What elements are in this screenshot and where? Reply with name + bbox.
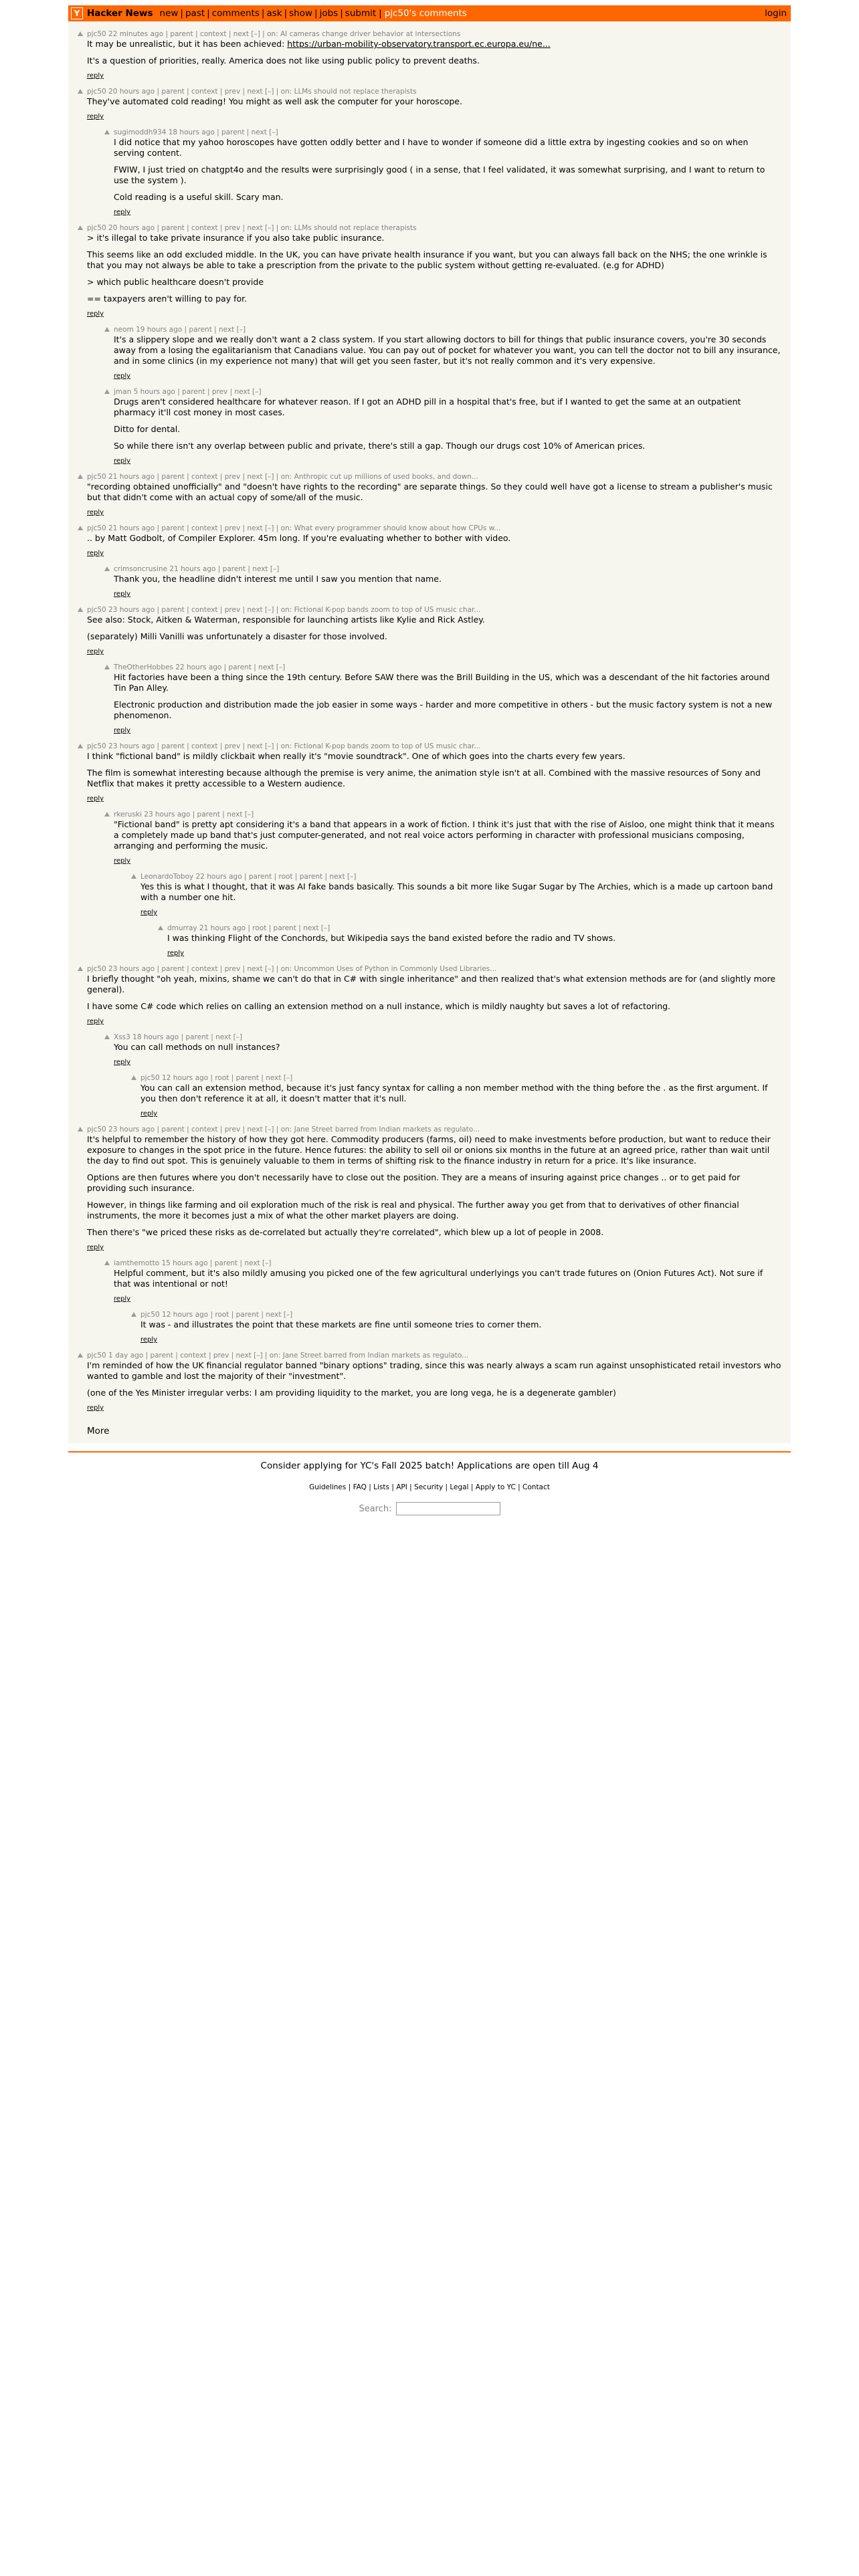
- comment-meta[interactable]: rkeruski 23 hours ago | parent | next [–]: [114, 811, 254, 819]
- upvote-arrow-icon[interactable]: [104, 566, 110, 571]
- more-link[interactable]: More: [87, 1426, 110, 1436]
- reply-link[interactable]: reply: [87, 550, 104, 557]
- comment-text: You can call an extension method, because it's just fancy syntax for calling a non member method with the thing before the . as the first argument. If you then don't reference it at all, it doesn't matter that it's null.: [140, 1083, 768, 1103]
- comment-meta[interactable]: iamthemotto 15 hours ago | parent | next [–]: [114, 1259, 272, 1267]
- comment-text: However, in things like farming and oil exploration much of the risk is real and physical. The further away you get from that to derivatives of other financial instruments, the more it becomes just a mix of what the other market players are doing.: [87, 1200, 739, 1220]
- reply-link[interactable]: reply: [114, 857, 131, 865]
- reply-link[interactable]: reply: [87, 1018, 104, 1025]
- footer: [68, 1451, 791, 1515]
- comment: [68, 742, 791, 804]
- comment-meta[interactable]: pjc50 22 minutes ago | parent | context | next [–] | on: AI cameras change driver behavior at intersections: [87, 30, 461, 38]
- comment-meta[interactable]: TheOtherHobbes 22 hours ago | parent | next [–]: [114, 663, 286, 671]
- comment-text: It may be unrealistic, but it has been achieved: https://urban-mobility-observatory.transport.ec.europa.eu/ne...: [87, 39, 551, 49]
- comment: [68, 29, 791, 82]
- comment: [68, 872, 791, 918]
- footer-link[interactable]: Security: [414, 1483, 444, 1491]
- comment: [68, 87, 791, 122]
- nav-jobs-link[interactable]: jobs: [319, 8, 339, 19]
- comment-text: Thank you, the headline didn't interest me until I saw you mention that name.: [114, 574, 442, 584]
- nav-separator: |: [314, 8, 318, 19]
- comment-text: I'm reminded of how the UK financial regulator banned "binary options" trading, since this was nearly always a scam run against unsophisticated retail investors who wanted to gamble and lost the majority of their "investment".: [87, 1360, 781, 1381]
- comment-text: This seems like an odd excluded middle. In the UK, you can have private health insurance if you want, but you can always fall back on the NHS; the one wrinkle is that you may not always be able to take a prescription from the private to the public system without getting re-evaluated. (e.g for ADHD): [87, 249, 767, 270]
- comment-text: I was thinking Flight of the Conchords, but Wikipedia says the band existed before the radio and TV shows.: [167, 933, 616, 943]
- upvote-arrow-icon[interactable]: [78, 966, 83, 971]
- upvote-arrow-icon[interactable]: [78, 1353, 83, 1358]
- upvote-arrow-icon[interactable]: [78, 474, 83, 479]
- comment: [68, 1125, 791, 1253]
- comment-text: > it's illegal to take private insurance if you also take public insurance.: [87, 233, 385, 243]
- comment-meta[interactable]: pjc50 21 hours ago | parent | context | prev | next [–] | on: What every programmer should know about how CPUs w...: [87, 524, 501, 532]
- comment-text: It's a slippery slope and we really don't want a 2 class system. If you start allowing doctors to bill for things that public insurance covers, you're 30 seconds away from a losing the egalitarianism that Canadians value. You can pay out of pocket for whatever you want, you can tell the doctor not to bill any insurance, and in some clinics (in my experience not many) that will get you seen faster, but it's not really common and it's very expensive.: [114, 334, 781, 366]
- comment: [68, 325, 791, 382]
- comment-meta[interactable]: pjc50 23 hours ago | parent | context | prev | next [–] | on: Uncommon Uses of Python in Commonly Used Libraries...: [87, 965, 497, 973]
- comment-meta[interactable]: pjc50 12 hours ago | root | parent | next [–]: [140, 1311, 293, 1319]
- y-logo-icon[interactable]: Y: [71, 7, 83, 19]
- comment-text: Yes this is what I thought, that it was AI fake bands basically. This sounds a bit more like Sugar Sugar by The Archies, which is a made up cartoon band with a number one hit.: [140, 881, 773, 902]
- comment-meta[interactable]: crimsoncrusine 21 hours ago | parent | next [–]: [114, 565, 280, 573]
- reply-link[interactable]: reply: [114, 209, 131, 216]
- comment-text: Then there's "we priced these risks as de-correlated but actually they're correlated", which blew up a lot of people in 2008.: [87, 1227, 604, 1237]
- comment-text: I did notice that my yahoo horoscopes have gotten oddly better and I have to wonder if someone did a little extra by ingesting cookies and so on when serving content.: [114, 137, 749, 158]
- search-input[interactable]: [396, 1502, 500, 1515]
- comment: [68, 964, 791, 1027]
- nav-separator: |: [261, 8, 265, 19]
- comment-text: (separately) Milli Vanilli was unfortunately a disaster for those involved.: [87, 631, 387, 641]
- nav-ask-link[interactable]: ask: [266, 8, 282, 19]
- yc-announcement-link[interactable]: Consider applying for YC's Fall 2025 batch! Applications are open till Aug 4: [260, 1461, 599, 1471]
- comment-text: They've automated cold reading! You might as well ask the computer for your horoscope.: [87, 96, 462, 106]
- upvote-arrow-icon[interactable]: [104, 1035, 110, 1039]
- nav-submit-link[interactable]: submit: [345, 8, 377, 19]
- comment: [68, 1033, 791, 1068]
- comment-meta[interactable]: jman 5 hours ago | parent | prev | next [–]: [114, 388, 262, 396]
- reply-link[interactable]: reply: [87, 1404, 104, 1412]
- comment-meta[interactable]: pjc50 23 hours ago | parent | context | prev | next [–] | on: Fictional K-pop bands zoom to top of US music char...: [87, 606, 481, 614]
- comment: [68, 1259, 791, 1305]
- upvote-arrow-icon[interactable]: [131, 874, 136, 879]
- upvote-arrow-icon[interactable]: [78, 225, 83, 230]
- comment-text: Helpful comment, but it's also mildly amusing you picked one of the few agricultural underlyings you can't trade futures on (Onion Futures Act). Not sure if that was intentional or not!: [114, 1268, 763, 1289]
- reply-link[interactable]: reply: [114, 1295, 131, 1303]
- comment-meta[interactable]: pjc50 1 day ago | parent | context | prev | next [–] | on: Jane Street barred from Indian markets as regulato...: [87, 1352, 469, 1360]
- upvote-arrow-icon[interactable]: [104, 812, 110, 817]
- reply-link[interactable]: reply: [87, 509, 104, 516]
- reply-link[interactable]: reply: [114, 591, 131, 598]
- comment-meta[interactable]: pjc50 20 hours ago | parent | context | prev | next [–] | on: LLMs should not replace therapists: [87, 88, 417, 96]
- footer-link[interactable]: FAQ: [353, 1483, 367, 1491]
- nav-comments-link[interactable]: comments: [211, 8, 260, 19]
- comment-meta[interactable]: pjc50 12 hours ago | root | parent | next [–]: [140, 1074, 293, 1082]
- page: [68, 0, 791, 1515]
- upvote-arrow-icon[interactable]: [104, 1261, 110, 1265]
- comment-meta[interactable]: sugimoddh934 18 hours ago | parent | next [–]: [114, 128, 278, 136]
- footer-link[interactable]: Guidelines: [309, 1483, 347, 1491]
- comment-text: The film is somewhat interesting because although the premise is very anime, the animation style isn't at all. Combined with the massive resources of Sony and Netflix that makes it pretty accessible to a Western audience.: [87, 768, 761, 788]
- comment-text: .. by Matt Godbolt, of Compiler Explorer. 45m long. If you're evaluating whether to bother with video.: [87, 533, 511, 543]
- footer-separator: |: [389, 1483, 397, 1491]
- comment: [68, 128, 791, 218]
- comment: [68, 387, 791, 467]
- reply-link[interactable]: reply: [140, 1336, 158, 1344]
- footer-link[interactable]: Lists: [373, 1483, 389, 1491]
- nav-past-link[interactable]: past: [185, 8, 205, 19]
- comment-text: You can call methods on null instances?: [114, 1042, 280, 1052]
- upvote-arrow-icon[interactable]: [78, 89, 83, 94]
- reply-link[interactable]: reply: [87, 795, 104, 802]
- comment-meta[interactable]: neom 19 hours ago | parent | next [–]: [114, 326, 246, 334]
- nav-separator: |: [284, 8, 288, 19]
- reply-link[interactable]: reply: [87, 1244, 104, 1251]
- upvote-arrow-icon[interactable]: [104, 389, 110, 394]
- upvote-arrow-icon[interactable]: [104, 327, 110, 332]
- comment-link[interactable]: https://urban-mobility-observatory.transport.ec.europa.eu/ne...: [287, 39, 551, 49]
- upvote-arrow-icon[interactable]: [158, 926, 163, 930]
- comment-meta[interactable]: Xss3 18 hours ago | parent | next [–]: [114, 1033, 243, 1041]
- site-title[interactable]: Hacker News: [87, 8, 153, 19]
- comment: [68, 810, 791, 867]
- comment-meta[interactable]: pjc50 21 hours ago | parent | context | prev | next [–] | on: Anthropic cut up millions of used books, and down...: [87, 473, 478, 481]
- comment: [68, 605, 791, 657]
- footer-link[interactable]: API: [396, 1483, 407, 1491]
- upvote-arrow-icon[interactable]: [131, 1312, 136, 1317]
- nav-separator: |: [340, 8, 343, 19]
- comment: [68, 663, 791, 736]
- comment-meta[interactable]: LeonardoToboy 22 hours ago | parent | root | parent | next [–]: [140, 873, 357, 881]
- upvote-arrow-icon[interactable]: [78, 31, 83, 36]
- comment: [68, 472, 791, 518]
- reply-link[interactable]: reply: [87, 72, 104, 80]
- comment-text: FWIW, I just tried on chatgpt4o and the results were surprisingly good ( in a sense, that I feel validated, it was somewhat surprising, and I want to return to use the system ).: [114, 165, 765, 185]
- upvote-arrow-icon[interactable]: [78, 744, 83, 748]
- upvote-arrow-icon[interactable]: [78, 607, 83, 612]
- comment-text: == taxpayers aren't willing to pay for.: [87, 294, 248, 304]
- comment: [68, 223, 791, 320]
- comment-text: Electronic production and distribution made the job easier in some ways - harder and more competitive in others - but the music factory system is not a new phenomenon.: [114, 700, 773, 720]
- footer-separator: |: [515, 1483, 523, 1491]
- comment-text: (one of the Yes Minister irregular verbs: I am providing liquidity to the market, you are long vega, he is a degenerate gambler): [87, 1388, 616, 1398]
- comment-text: It's a question of priorities, really. America does not like using public policy to prevent deaths.: [87, 56, 480, 66]
- user-comments-label[interactable]: pjc50's comments: [384, 8, 467, 19]
- comment-text: Cold reading is a useful skill. Scary man.: [114, 192, 284, 202]
- upvote-arrow-icon[interactable]: [78, 526, 83, 530]
- upvote-arrow-icon[interactable]: [78, 1127, 83, 1132]
- comment: [68, 924, 791, 959]
- upvote-arrow-icon[interactable]: [104, 130, 110, 134]
- reply-link[interactable]: reply: [114, 727, 131, 734]
- comment: [68, 1310, 791, 1346]
- footer-links: [68, 1483, 791, 1491]
- comment-text: See also: Stock, Aitken & Waterman, responsible for launching artists like Kylie and Rick Astley.: [87, 615, 485, 625]
- comment-text: I have some C# code which relies on calling an extension method on a null instance, which is mildly naughty but saves a lot of refactoring.: [87, 1001, 671, 1011]
- comment-text: I think "fictional band" is mildly clickbait when really it's "movie soundtrack". One of which goes into the charts every few years.: [87, 751, 626, 761]
- comment-list: [68, 21, 791, 1443]
- comment: [68, 524, 791, 559]
- comment-text: Options are then futures where you don't necessarily have to close out the position. They are a means of insuring against price changes .. or to get paid for providing such insurance.: [87, 1172, 741, 1193]
- nav-separator: |: [207, 8, 210, 19]
- comment-text: It's helpful to remember the history of how they got here. Commodity producers (farms, oil) need to make investments before production, but want to reduce their exposure to changes in the spot price in the future. Hence futures: the ability to sell oil or onions six months in the future at an agreed price, rather than wait until the day to find out spot. This is genuinely valuable to them in terms of shifting risk to the finance industry in return for a price. It's like insurance.: [87, 1134, 771, 1166]
- footer-separator: |: [346, 1483, 353, 1491]
- comment-text: Hit factories have been a thing since the 19th century. Before SAW there was the Brill Building in the US, which was a descendant of the hit factories around Tin Pan Alley.: [114, 672, 770, 693]
- comment-meta[interactable]: dmurray 21 hours ago | root | parent | next [–]: [167, 924, 330, 932]
- comment-text: "recording obtained unofficially" and "doesn't have rights to the recording" are separate things. So they could well have got a license to stream a publisher's music but that didn't come with an actual copy of some/all of the music.: [87, 481, 773, 502]
- comment-meta[interactable]: pjc50 23 hours ago | parent | context | prev | next [–] | on: Fictional K-pop bands zoom to top of US music char...: [87, 742, 481, 750]
- nav-show-link[interactable]: show: [289, 8, 313, 19]
- search-label: Search:: [359, 1503, 392, 1514]
- footer-separator: |: [366, 1483, 374, 1491]
- reply-link[interactable]: reply: [140, 909, 158, 916]
- comment-text: Ditto for dental.: [114, 424, 181, 434]
- comment-text: So while there isn't any overlap between public and private, there's still a gap. Though our drugs cost 10% of American prices.: [114, 441, 646, 451]
- reply-link[interactable]: reply: [114, 1059, 131, 1066]
- footer-link[interactable]: Legal: [450, 1483, 469, 1491]
- comment: [68, 1351, 791, 1414]
- upvote-arrow-icon[interactable]: [104, 665, 110, 669]
- search-form: [68, 1502, 791, 1515]
- reply-link[interactable]: reply: [114, 372, 131, 380]
- reply-link[interactable]: reply: [167, 950, 185, 957]
- nav-separator: |: [180, 8, 183, 19]
- footer-link[interactable]: Contact: [522, 1483, 550, 1491]
- footer-separator: |: [407, 1483, 415, 1491]
- comment-meta[interactable]: pjc50 20 hours ago | parent | context | prev | next [–] | on: LLMs should not replace therapists: [87, 224, 417, 232]
- top-nav: [160, 8, 377, 19]
- footer-link[interactable]: Apply to YC: [475, 1483, 516, 1491]
- comment-text: Drugs aren't considered healthcare for whatever reason. If I got an ADHD pill in a hospital that's free, but if I wanted to get the same at an outpatient pharmacy it'll cost money in most cases.: [114, 397, 741, 417]
- comment: [68, 564, 791, 600]
- nav-new-link[interactable]: new: [159, 8, 179, 19]
- comment: [68, 1073, 791, 1119]
- footer-separator: |: [443, 1483, 450, 1491]
- login-link[interactable]: login: [765, 8, 787, 19]
- comment-text: It was - and illustrates the point that these markets are fine until someone tries to corner them.: [140, 1319, 542, 1329]
- footer-separator: |: [468, 1483, 476, 1491]
- reply-link[interactable]: reply: [140, 1110, 158, 1117]
- reply-link[interactable]: reply: [114, 457, 131, 465]
- reply-link[interactable]: reply: [87, 310, 104, 318]
- reply-link[interactable]: reply: [87, 113, 104, 120]
- comment-text: > which public healthcare doesn't provide: [87, 277, 264, 287]
- comment-meta[interactable]: pjc50 23 hours ago | parent | context | prev | next [–] | on: Jane Street barred from Indian markets as regulato...: [87, 1125, 480, 1134]
- upvote-arrow-icon[interactable]: [131, 1075, 136, 1080]
- reply-link[interactable]: reply: [87, 648, 104, 655]
- comment-text: "Fictional band" is pretty apt considering it's a band that appears in a work of fiction. I think it's just that with the rise of Aisloo, one might think that it means a completely made up band that's just computer-generated, and not real voice actors performing in character with professional musicians composing, arranging and performing the music.: [114, 819, 775, 851]
- comment-text: I briefly thought "oh yeah, mixins, shame we can't do that in C# with single inheritance" and then realized that's what extension methods are for (and slightly more general).: [87, 974, 776, 994]
- top-bar: Y Hacker News new | past | comments | ask | show | jobs | submit | pjc50's comments login: [68, 5, 791, 21]
